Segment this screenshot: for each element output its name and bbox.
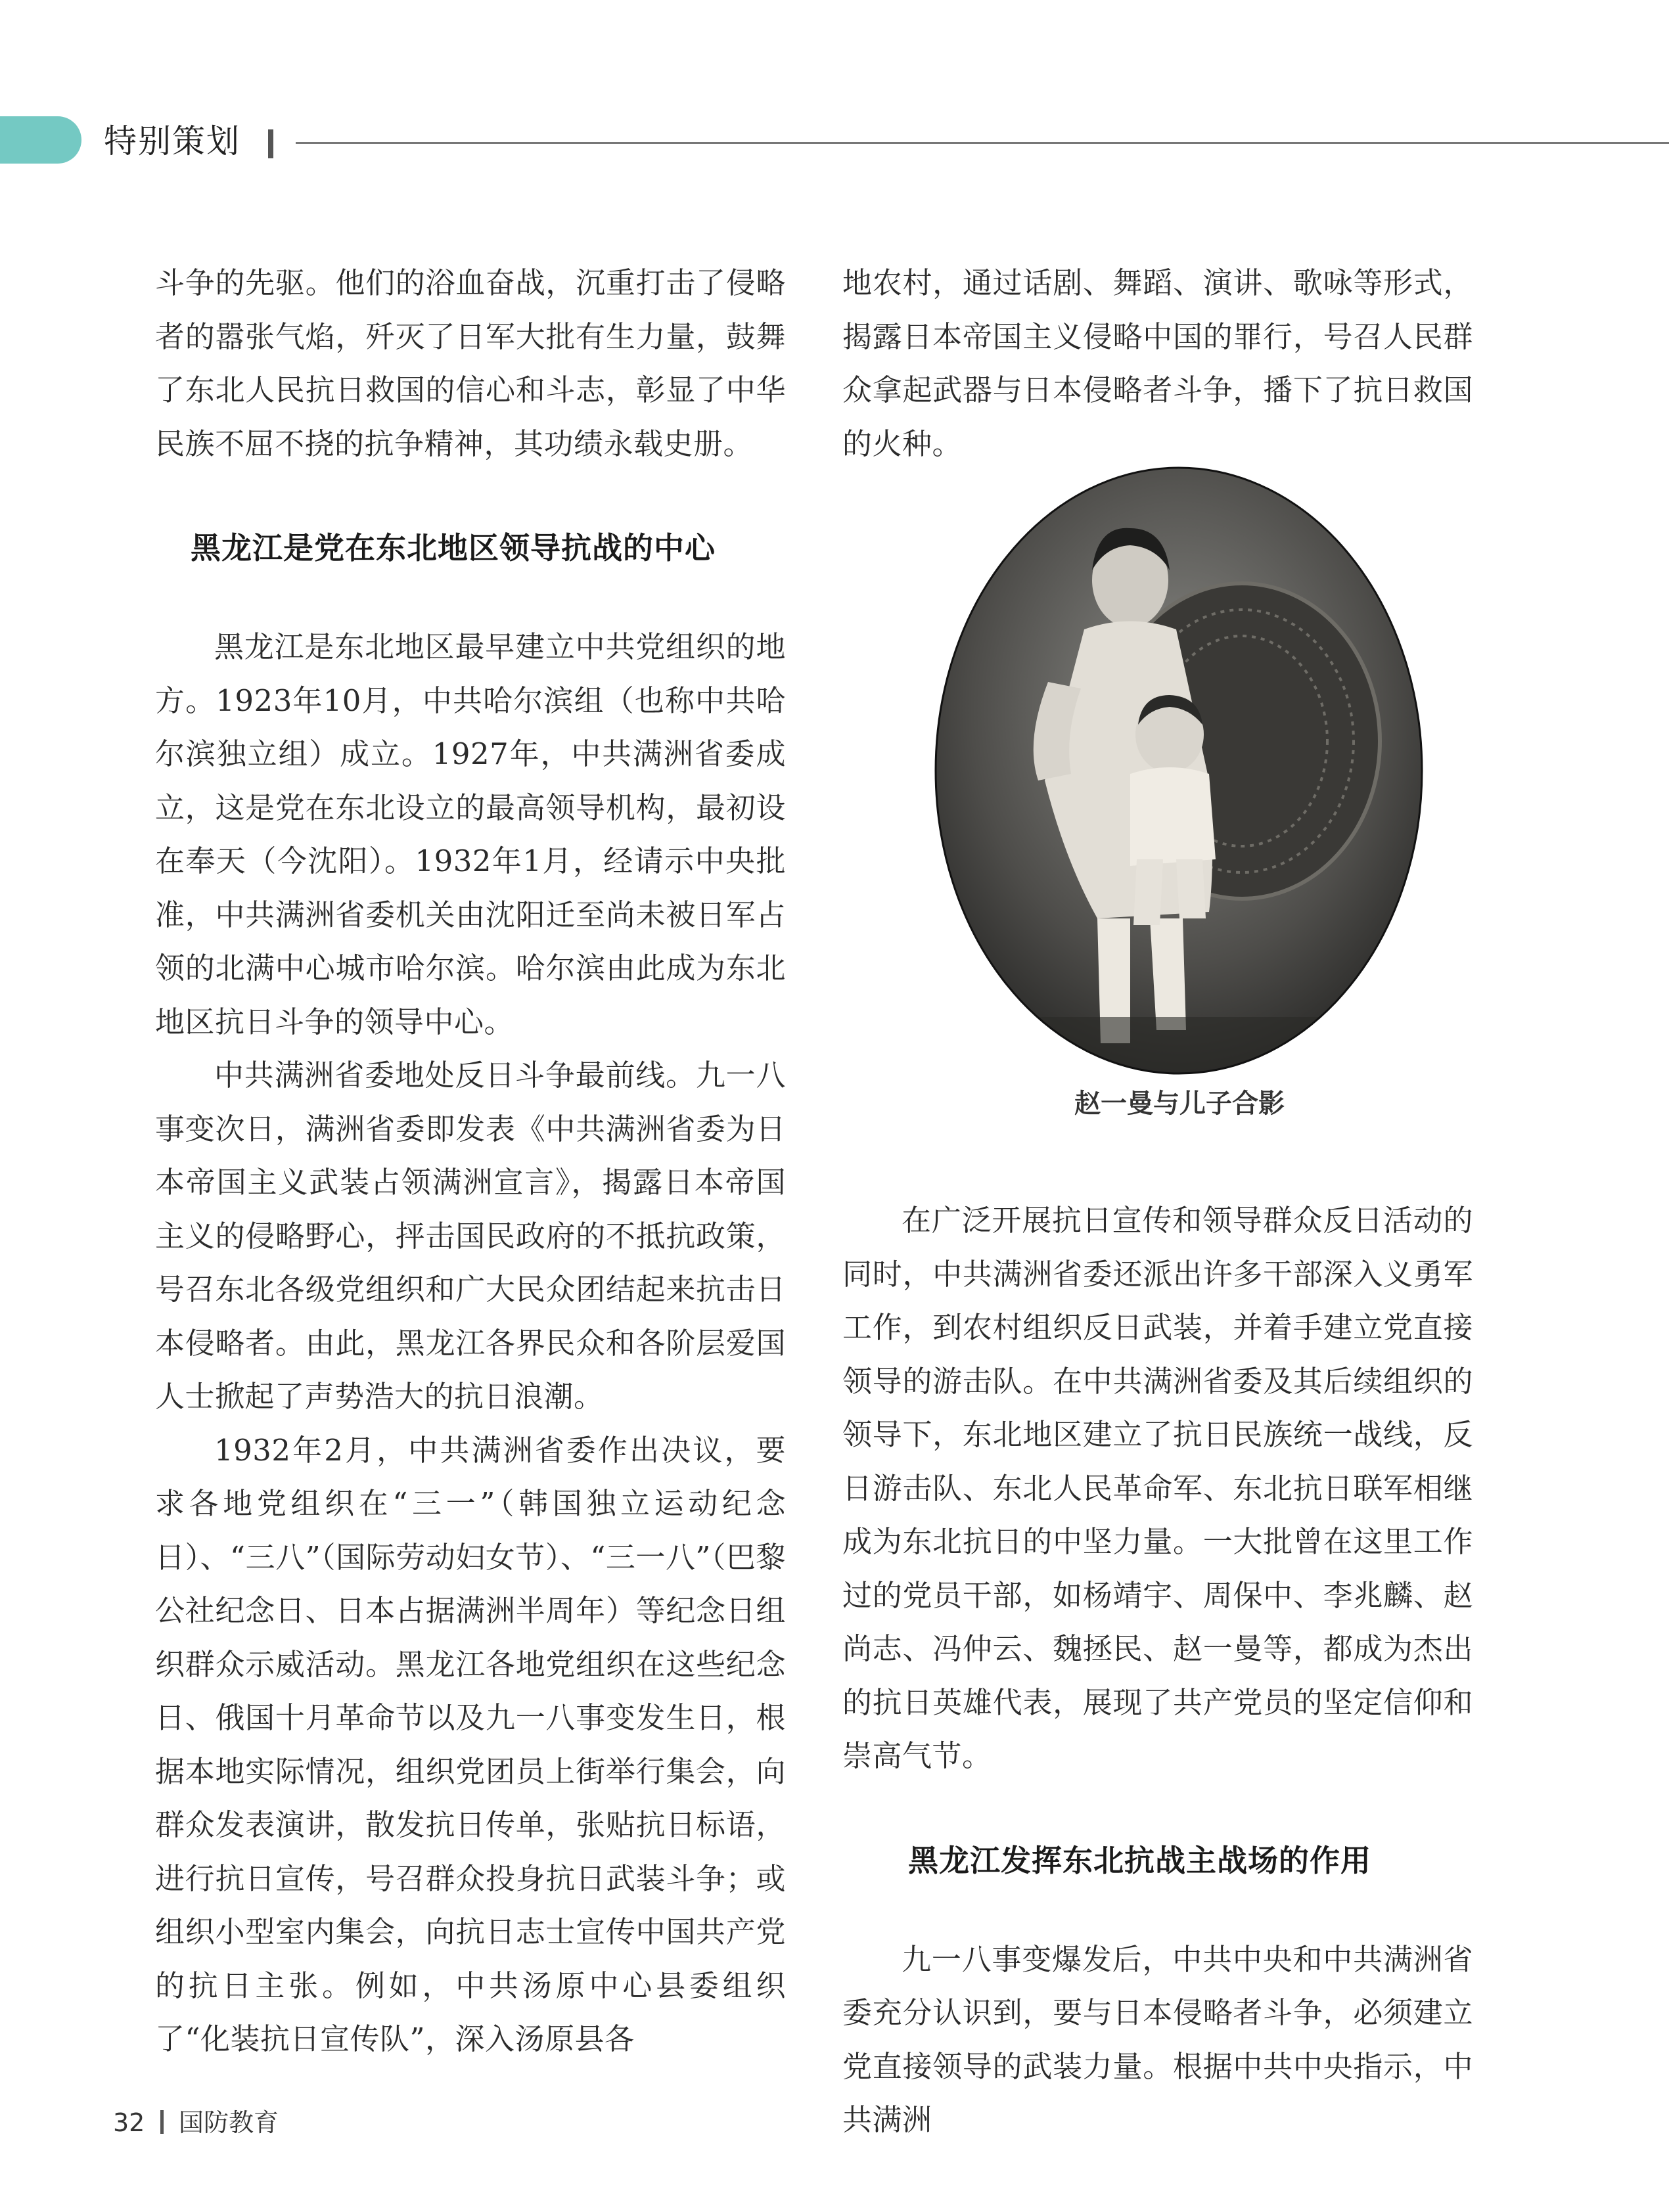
folio-divider [160,2110,164,2134]
subheading-2: 黑龙江发挥东北抗战主战场的作用 [908,1842,1371,1878]
right-paragraph-3: 九一八事变爆发后，中共中央和中共满洲省委充分认识到，要与日本侵略者斗争，必须建立党直接领导的武装力量。根据中共中央指示，中共满洲 [842,1941,1473,2137]
header-rule [296,142,1669,144]
subheading-1: 黑龙江是党在东北地区领导抗战的中心 [191,530,716,566]
right-column-bottom [842,1194,1473,2147]
photo-caption: 赵一曼与儿子合影 [1074,1089,1285,1119]
left-paragraph-4: 1932年2月，中共满洲省委作出决议，要求各地党组织在“三一”（韩国独立运动纪念日）、“三八”（国际劳动妇女节）、“三一八”（巴黎公社纪念日、日本占据满洲半周年）等纪念日组织群众示威活动。黑龙江各地党组织在这些纪念日、俄国十月革命节以及九一八事变发生日，根据本地实际情况，组织党团员上街举行集会，向群众发表演讲，散发抗日传单，张贴抗日标语，进行抗日宣传，号召群众投身抗日武装斗争；或组织小型室内集会，向抗日志士宣传中国共产党的抗日主张。例如，中共汤原中心县委组织了“化装抗日宣传队”，深入汤原县各 [155,1432,786,2056]
left-paragraph-2: 黑龙江是东北地区最早建立中共党组织的地方。1923年10月，中共哈尔滨组（也称中共哈尔滨独立组）成立。1927年，中共满洲省委成立，这是党在东北设立的最高领导机构，最初设在奉天（今沈阳）。1932年1月，经请示中央批准，中共满洲省委机关由沈阳迁至尚未被日军占领的北满中心城市哈尔滨。哈尔滨由此成为东北地区抗日斗争的领导中心。 [155,629,786,1039]
section-tab-accent [0,116,81,164]
page-number: 32 [113,2108,145,2137]
right-paragraph-2: 在广泛开展抗日宣传和领导群众反日活动的同时，中共满洲省委还派出许多干部深入义勇军工作，到农村组织反日武装，并着手建立党直接领导的游击队。在中共满洲省委及其后续组织的领导下，东北地区建立了抗日民族统一战线，反日游击队、东北人民革命军、东北抗日联军相继成为东北抗日的中坚力量。一大批曾在这里工作过的党员干部，如杨靖宇、周保中、李兆麟、赵尚志、冯仲云、魏拯民、赵一曼等，都成为杰出的抗日英雄代表，展现了共产党员的坚定信仰和崇高气节。 [842,1203,1473,1773]
historical-photo [933,465,1425,1076]
left-column [155,256,786,2066]
left-paragraph-3: 中共满洲省委地处反日斗争最前线。九一八事变次日，满洲省委即发表《中共满洲省委为日本帝国主义武装占领满洲宣言》，揭露日本帝国主义的侵略野心，抨击国民政府的不抵抗政策，号召东北各级党组织和广大民众团结起来抗击日本侵略者。由此，黑龙江各界民众和各阶层爱国人士掀起了声势浩大的抗日浪潮。 [155,1058,786,1414]
right-column-top [842,256,1473,470]
section-title: 特别策划 [104,122,240,160]
magazine-name: 国防教育 [179,2108,279,2137]
title-divider-bar [268,129,273,158]
right-paragraph-1: 地农村，通过话剧、舞蹈、演讲、歌咏等形式，揭露日本帝国主义侵略中国的罪行，号召人民群众拿起武器与日本侵略者斗争，播下了抗日救国的火种。 [842,265,1473,461]
left-paragraph-1: 斗争的先驱。他们的浴血奋战，沉重打击了侵略者的嚣张气焰，歼灭了日军大批有生力量，鼓舞了东北人民抗日救国的信心和斗志，彰显了中华民族不屈不挠的抗争精神，其功绩永载史册。 [155,265,786,461]
